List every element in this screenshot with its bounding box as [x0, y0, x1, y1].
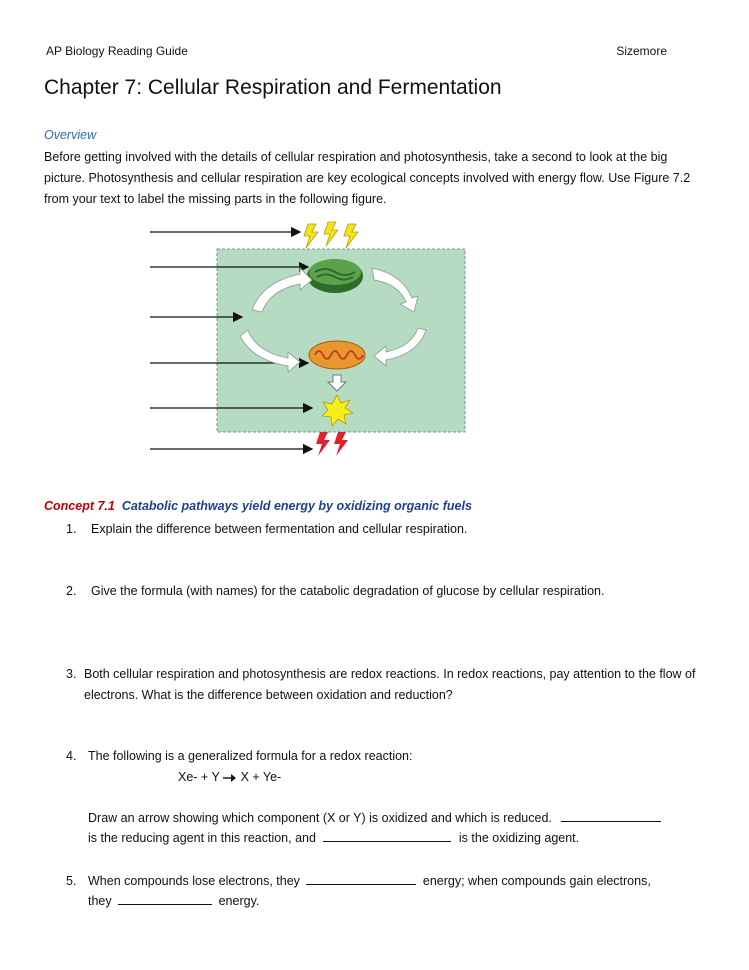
question-number: 3.	[66, 667, 77, 681]
reaction-arrow-icon	[223, 773, 237, 783]
q4-instruction-text: Draw an arrow showing which component (X or Y) is oxidized and which is reduced.	[88, 811, 552, 825]
mitochondrion-icon	[309, 341, 365, 369]
energy-flow-figure	[140, 218, 480, 458]
formula-left: Xe- + Y	[178, 770, 220, 784]
question-text: When compounds lose electrons, they	[88, 874, 300, 888]
question-number: 4.	[66, 749, 77, 763]
q4-instruction-line-2	[88, 828, 708, 849]
question-3	[66, 664, 706, 706]
answer-blank-gain-electrons[interactable]	[118, 891, 212, 905]
question-text: Explain the difference between fermentation and cellular respiration.	[91, 522, 468, 536]
q4-reducing-text: is the reducing agent in this reaction, and	[88, 831, 316, 845]
page-title: Chapter 7: Cellular Respiration and Fermentation	[44, 76, 502, 99]
question-text: Give the formula (with names) for the catabolic degradation of glucose by cellular respiration.	[91, 584, 605, 598]
question-number: 2.	[66, 584, 77, 598]
q5-part1: energy; when compounds gain electrons,	[422, 874, 651, 888]
concept-number: Concept 7.1	[44, 499, 115, 513]
overview-heading: Overview	[44, 128, 97, 142]
question-5	[66, 871, 706, 892]
header-left: AP Biology Reading Guide	[46, 44, 188, 58]
q5-part3: energy.	[218, 894, 260, 908]
sun-bolt-icon	[304, 222, 358, 248]
q5-part2: they	[88, 894, 112, 908]
q4-instruction-line-1	[88, 808, 708, 829]
chloroplast-icon	[307, 259, 363, 293]
answer-blank-lose-electrons[interactable]	[306, 871, 416, 885]
question-4	[66, 746, 706, 767]
question-text: Both cellular respiration and photosynthesis are redox reactions. In redox reactions, pay attention to the flow of electrons. What is the difference between oxidation and reduction?	[84, 667, 696, 702]
question-number: 5.	[66, 874, 77, 888]
question-number: 1.	[66, 522, 77, 536]
question-1	[66, 519, 706, 540]
question-5-line-2	[88, 891, 708, 912]
header-right: Sizemore	[616, 44, 667, 58]
formula-right: X + Ye-	[240, 770, 282, 784]
overview-paragraph: Before getting involved with the details of cellular respiration and photosynthesis, take a second to look at the big picture. Photosynthesis and cellular respiration are key ecological concepts involved with energy flow. Use Figure 7.2 from your text to label the missing parts in the following figure.	[44, 150, 691, 206]
heat-bolt-icon	[316, 432, 348, 456]
answer-blank-oxidizing-agent[interactable]	[323, 828, 451, 842]
question-2	[66, 581, 706, 602]
redox-formula	[178, 767, 281, 788]
answer-blank-reducing-agent[interactable]	[561, 808, 661, 822]
concept-heading	[44, 499, 472, 513]
q4-oxidizing-text: is the oxidizing agent.	[458, 831, 580, 845]
concept-title: Catabolic pathways yield energy by oxidizing organic fuels	[121, 499, 472, 513]
question-text: The following is a generalized formula for a redox reaction:	[88, 749, 413, 763]
